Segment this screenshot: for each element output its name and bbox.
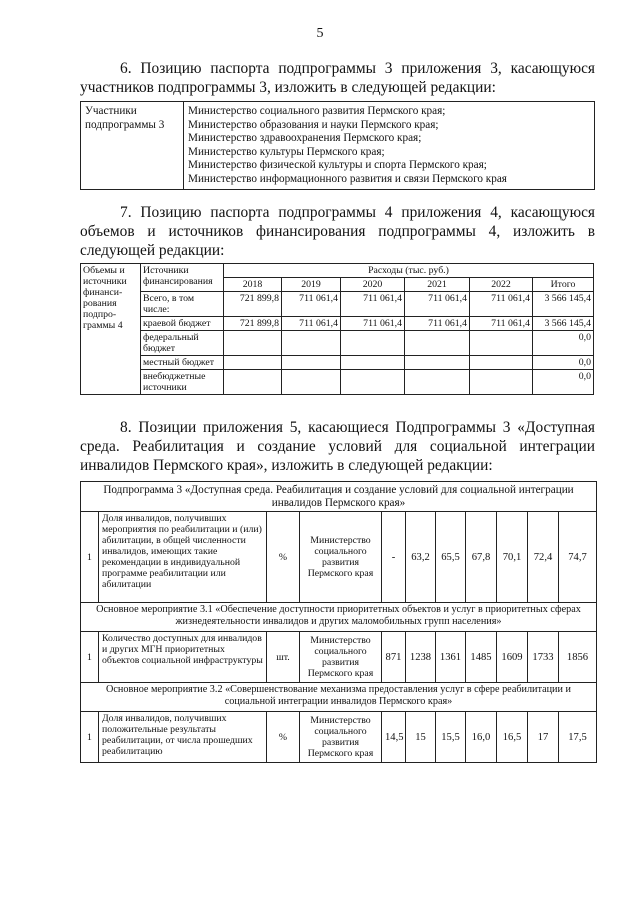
value-cell: 711 061,4 [405, 317, 470, 331]
value-cell [224, 331, 282, 356]
value-cell [224, 356, 282, 370]
indicator-value: 1733 [528, 632, 559, 683]
value-cell [341, 331, 405, 356]
value-cell [224, 370, 282, 395]
row-number: 1 [81, 512, 99, 603]
value-cell [470, 331, 533, 356]
value-cell: 711 061,4 [405, 292, 470, 317]
indicator-name: Доля инвалидов, получивших положительные результаты реабилитации, от числа прошедших реабилитацию [99, 712, 267, 763]
financing-col1-label: Объемы и источники финанси-рования подпро-граммы 4 [81, 264, 141, 395]
value-cell: 711 061,4 [282, 317, 341, 331]
paragraph-8: 8. Позиции приложения 5, касающиеся Подпрограммы 3 «Доступная среда. Реабилитация и создание условий для социальной интеграции инвалидов Пермского края», изложить в следующей редакции: [80, 419, 595, 474]
value-cell: 711 061,4 [282, 292, 341, 317]
value-cell [405, 331, 470, 356]
value-cell: 721 899,8 [224, 317, 282, 331]
indicator-value: 17 [528, 712, 559, 763]
indicator-value: 1856 [559, 632, 597, 683]
paragraph-6: 6. Позицию паспорта подпрограммы 3 приложения 3, касающуюся участников подпрограммы 3, изложить в следующей редакции: [80, 60, 595, 96]
value-cell [470, 356, 533, 370]
indicator-value: 1609 [497, 632, 528, 683]
source-label: внебюджетные источники [141, 370, 224, 395]
indicator-value: 1238 [406, 632, 436, 683]
paragraph-7: 7. Позицию паспорта подпрограммы 4 приложения 4, касающуюся объемов и источников финансирования подпрограммы 4, изложить в следующей редакции: [80, 204, 595, 259]
section-header: Основное мероприятие 3.2 «Совершенствование механизма предоставления услуг в сфере реабилитации и социальной интеграции инвалидов Пермского края» [81, 683, 597, 712]
row-number: 1 [81, 632, 99, 683]
source-label: Всего, в том числе: [141, 292, 224, 317]
indicator-value: 16,0 [466, 712, 497, 763]
value-cell: 3 566 145,4 [533, 292, 594, 317]
participants-table [80, 101, 595, 190]
indicator-unit: % [267, 712, 300, 763]
value-cell: 711 061,4 [341, 317, 405, 331]
value-cell: 0,0 [533, 370, 594, 395]
indicator-value: 72,4 [528, 512, 559, 603]
section-header: Основное мероприятие 3.1 «Обеспечение доступности приоритетных объектов и услуг в приоритетных сферах жизнедеятельности инвалидов и других маломобильных групп населения» [81, 603, 597, 632]
source-label: краевой бюджет [141, 317, 224, 331]
value-cell [282, 356, 341, 370]
indicator-unit: шт. [267, 632, 300, 683]
indicator-value: 17,5 [559, 712, 597, 763]
indicator-value: 1485 [466, 632, 497, 683]
indicator-name: Доля инвалидов, получивших мероприятия по реабилитации и (или) абилитации, в общей численности инвалидов, имеющих такие рекомендации в индивидуальной программе реабилитации или абилитации [99, 512, 267, 603]
value-cell [341, 356, 405, 370]
value-cell: 0,0 [533, 331, 594, 356]
value-cell [341, 370, 405, 395]
row-number: 1 [81, 712, 99, 763]
value-cell: 0,0 [533, 356, 594, 370]
indicator-value: 871 [382, 632, 406, 683]
value-cell [282, 331, 341, 356]
value-cell [470, 370, 533, 395]
value-cell [405, 356, 470, 370]
indicator-value: 14,5 [382, 712, 406, 763]
indicator-value: 16,5 [497, 712, 528, 763]
indicators-table [80, 481, 597, 763]
source-label: федеральный бюджет [141, 331, 224, 356]
participant-item: Министерство здравоохранения Пермского края; [188, 132, 422, 144]
participant-item: Министерство информационного развития и связи Пермского края [188, 172, 507, 185]
participants-list [184, 102, 595, 190]
year-header: 2021 [405, 278, 470, 292]
indicator-value: 15 [406, 712, 436, 763]
value-cell [405, 370, 470, 395]
indicator-value: 65,5 [436, 512, 466, 603]
indicator-value: 67,8 [466, 512, 497, 603]
participants-label: Участники подпрограммы 3 [81, 102, 184, 190]
financing-table [80, 263, 594, 395]
year-header: 2020 [341, 278, 405, 292]
value-cell: 711 061,4 [470, 292, 533, 317]
year-header: 2019 [282, 278, 341, 292]
indicator-ministry: Министерство социального развития Пермского края [300, 512, 382, 603]
expenses-header: Расходы (тыс. руб.) [224, 264, 594, 278]
year-header: 2022 [470, 278, 533, 292]
participant-item: Министерство культуры Пермского края; [188, 145, 385, 158]
indicator-value: 1361 [436, 632, 466, 683]
participant-item: Министерство социального развития Пермского края; [188, 105, 446, 117]
value-cell: 721 899,8 [224, 292, 282, 317]
indicator-value: 63,2 [406, 512, 436, 603]
total-header: Итого [533, 278, 594, 292]
participant-item: Министерство образования и науки Пермского края; [188, 118, 439, 131]
indicator-value: 70,1 [497, 512, 528, 603]
value-cell: 711 061,4 [341, 292, 405, 317]
indicator-value: - [382, 512, 406, 603]
indicator-value: 74,7 [559, 512, 597, 603]
indicator-name: Количество доступных для инвалидов и других МГН приоритетных объектов социальной инфраструктуры [99, 632, 267, 683]
participant-item: Министерство физической культуры и спорта Пермского края; [188, 159, 487, 171]
indicator-value: 15,5 [436, 712, 466, 763]
value-cell [282, 370, 341, 395]
value-cell: 711 061,4 [470, 317, 533, 331]
page-number: 5 [316, 26, 324, 41]
indicator-unit: % [267, 512, 300, 603]
value-cell: 3 566 145,4 [533, 317, 594, 331]
indicator-ministry: Министерство социального развития Пермского края [300, 712, 382, 763]
subprogram-title: Подпрограмма 3 «Доступная среда. Реабилитация и создание условий для социальной интеграции инвалидов Пермского края» [81, 482, 597, 512]
indicator-ministry: Министерство социального развития Пермского края [300, 632, 382, 683]
year-header: 2018 [224, 278, 282, 292]
source-label: местный бюджет [141, 356, 224, 370]
financing-col2-label: Источники финансирования [141, 264, 224, 292]
